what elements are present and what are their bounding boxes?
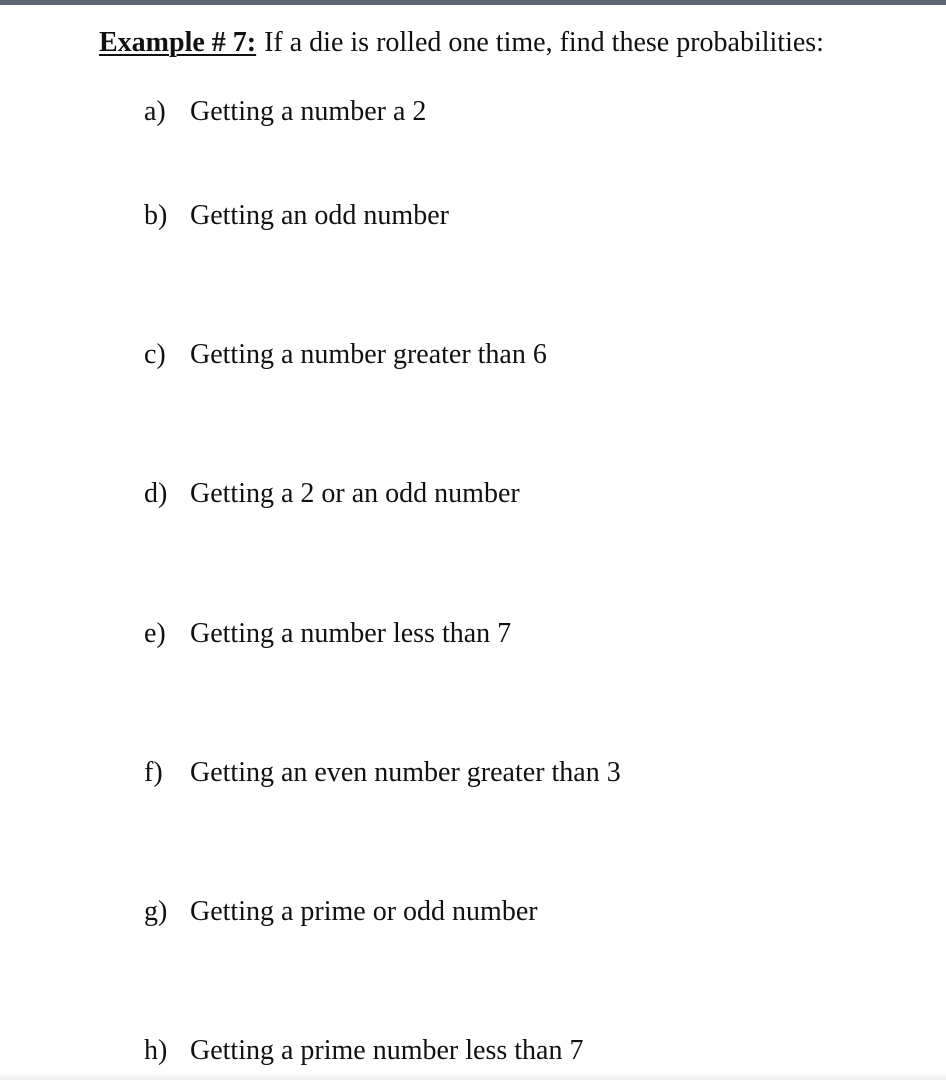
question-item [144,199,449,233]
question-text: Getting a number less than 7 [190,618,512,649]
bottom-edge-shade [0,1072,946,1080]
example-prompt: If a die is rolled one time, find these probabilities: [264,27,824,58]
question-item [144,477,520,511]
question-letter: b) [144,200,168,231]
question-item [144,95,426,129]
question-item [144,617,511,651]
question-letter: f) [144,757,163,788]
question-text: Getting a 2 or an odd number [190,478,520,509]
question-text: Getting an even number greater than 3 [190,757,621,788]
question-text: Getting an odd number [190,200,449,231]
example-header [99,26,824,60]
question-letter: e) [144,618,166,649]
question-item [144,895,538,929]
question-item [144,338,547,372]
window-top-bar [0,0,946,5]
question-letter: c) [144,339,166,370]
question-text: Getting a prime or odd number [190,896,538,927]
example-label: Example # 7: [99,27,257,58]
question-letter: a) [144,96,166,127]
question-text: Getting a number greater than 6 [190,339,547,370]
question-text: Getting a number a 2 [190,96,427,127]
question-letter: g) [144,896,168,927]
question-letter: d) [144,478,168,509]
question-item [144,756,621,790]
question-letter: h) [144,1035,168,1066]
question-text: Getting a prime number less than 7 [190,1035,584,1066]
question-item [144,1034,583,1068]
